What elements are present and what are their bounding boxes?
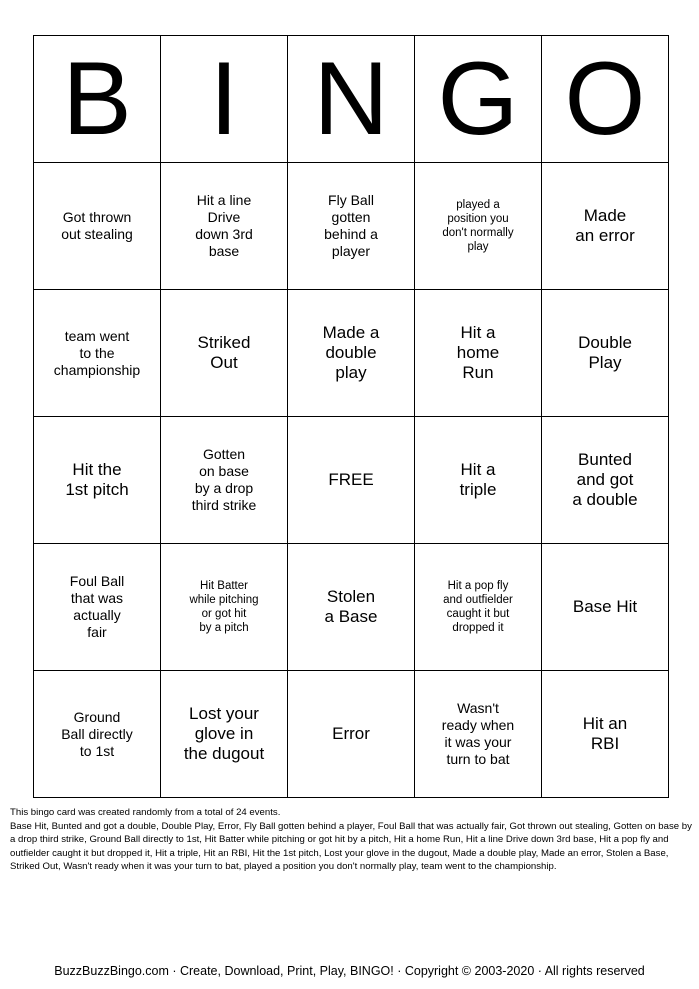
bingo-square <box>542 417 669 544</box>
bingo-square-text: FREE <box>328 470 374 489</box>
header-letter-g: G <box>415 36 542 163</box>
bingo-square-text: Made an error <box>575 206 635 245</box>
bingo-square <box>161 290 288 417</box>
bingo-row <box>34 163 669 290</box>
bingo-square-text: Hit a triple <box>459 460 497 499</box>
bingo-square-text: Hit an RBI <box>582 714 628 753</box>
bingo-square <box>34 417 161 544</box>
bingo-square-text: Hit the 1st pitch <box>65 460 129 499</box>
bingo-square-text: Stolen a Base <box>324 587 378 626</box>
bingo-square <box>288 290 415 417</box>
bingo-square-text: Hit Batter while pitching or got hit by a pitch <box>189 580 259 634</box>
bingo-square <box>415 290 542 417</box>
bingo-square-text: Got thrown out stealing <box>61 209 133 242</box>
bingo-square-text: Hit a line Drive down 3rd base <box>195 192 253 259</box>
bingo-square <box>542 671 669 798</box>
bingo-square <box>34 290 161 417</box>
bingo-square <box>288 671 415 798</box>
bingo-square-text: Lost your glove in the dugout <box>183 704 265 763</box>
header-letter-n: N <box>288 36 415 163</box>
bingo-square <box>34 163 161 290</box>
bingo-square <box>34 544 161 671</box>
bingo-square <box>161 544 288 671</box>
bingo-square-text: Ground Ball directly to 1st <box>61 708 133 759</box>
bingo-row <box>34 290 669 417</box>
bingo-square-text: Bunted and got a double <box>572 450 638 509</box>
bingo-square-text: team went to the championship <box>53 327 141 378</box>
bingo-square <box>542 544 669 671</box>
bingo-card-body <box>34 36 669 798</box>
bingo-square-text: Fly Ball gotten behind a player <box>324 192 378 259</box>
bingo-row <box>34 544 669 671</box>
bingo-square <box>542 290 669 417</box>
bingo-square <box>415 163 542 290</box>
bingo-square <box>288 163 415 290</box>
bingo-square-text: played a position you don't normally play <box>442 199 514 253</box>
bingo-square <box>288 544 415 671</box>
bingo-square-text: Wasn't ready when it was your turn to bat <box>441 700 515 767</box>
header-letter-o: O <box>542 36 669 163</box>
bingo-square-text: Error <box>332 724 370 743</box>
card-info-intro: This bingo card was created randomly from a total of 24 events. <box>10 807 281 818</box>
bingo-row <box>34 671 669 798</box>
bingo-square-text: Double Play <box>578 333 632 372</box>
bingo-square-text: Hit a pop fly and outfielder caught it but dropped it <box>443 580 513 634</box>
bingo-square <box>161 163 288 290</box>
page-footer: BuzzBuzzBingo.com · Create, Download, Print, Play, BINGO! · Copyright © 2003-2020 · All rights reserved <box>54 964 645 978</box>
bingo-square-text: Gotten on base by a drop third strike <box>191 446 257 513</box>
bingo-square <box>415 544 542 671</box>
bingo-square <box>161 417 288 544</box>
bingo-square-text: Base Hit <box>572 597 638 616</box>
bingo-header-row <box>34 36 669 163</box>
bingo-square <box>415 671 542 798</box>
bingo-square-text: Made a double play <box>322 323 380 382</box>
bingo-square <box>161 671 288 798</box>
bingo-square-text: Hit a home Run <box>456 323 500 382</box>
bingo-square <box>288 417 415 544</box>
card-info-note <box>10 806 692 874</box>
bingo-square-text: Foul Ball that was actually fair <box>69 573 125 640</box>
bingo-square <box>542 163 669 290</box>
bingo-square-text: Striked Out <box>197 333 251 372</box>
header-letter-i: I <box>161 36 288 163</box>
header-letter-b: B <box>34 36 161 163</box>
bingo-card <box>33 35 669 798</box>
card-event-list: Base Hit, Bunted and got a double, Double Play, Error, Fly Ball gotten behind a player, Foul Ball that was actually fair, Got thrown out stealing, Gotten on base by a drop third strike, Ground Ball directly to 1st, Hit Batter while pitching or got hit by a pitch, Hit a home Run, Hit a line Drive down 3rd base, Hit a pop fly and outfielder caught it but dropped it, Hit a triple, Hit an RBI, Hit the 1st pitch, Lost your glove in the dugout, Made a double play, Made an error, Stolen a Base, Striked Out, Wasn't ready when it was your turn to bat, played a position you don't normally play, team went to the championship. <box>10 820 692 872</box>
bingo-square <box>34 671 161 798</box>
bingo-row <box>34 417 669 544</box>
bingo-square <box>415 417 542 544</box>
